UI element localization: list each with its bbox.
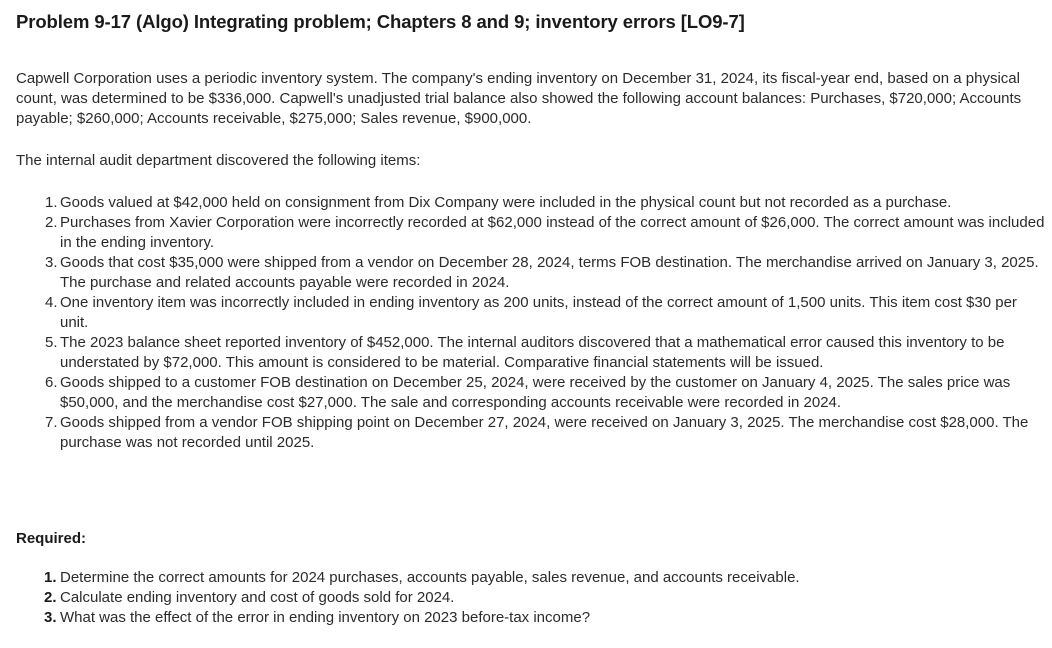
required-text: Calculate ending inventory and cost of goods sold for 2024. [60,589,455,606]
audit-item [15,333,1045,373]
item-text: Goods shipped from a vendor FOB shipping point on December 27, 2024, were received on January 3, 2025. The merchandise cost $28,000. The purchase was not recorded until 2025. [60,414,1029,451]
item-number: 4. [45,294,58,311]
required-number: 3. [44,609,57,626]
item-text: One inventory item was incorrectly included in ending inventory as 200 units, instead of the correct amount of 1,500 units. This item cost $30 per unit. [60,294,1017,331]
required-item [15,568,1045,588]
audit-item [15,413,1045,453]
item-number: 6. [45,374,58,391]
item-text: Goods shipped to a customer FOB destination on December 25, 2024, were received by the customer on January 4, 2025. The sales price was $50,000, and the merchandise cost $27,000. The sale and corresponding accounts receivable were recorded in 2024. [60,374,1011,411]
item-number: 1. [45,194,58,211]
item-text: Goods valued at $42,000 held on consignment from Dix Company were included in the physical count but not recorded as a purchase. [60,194,952,211]
required-text: Determine the correct amounts for 2024 purchases, accounts payable, sales revenue, and accounts receivable. [60,569,800,586]
audit-items-list [15,193,1045,453]
audit-item [15,193,1045,213]
required-item [15,588,1045,608]
required-number: 1. [44,569,57,586]
audit-intro: The internal audit department discovered the following items: [16,152,421,169]
item-number: 7. [45,414,58,431]
problem-intro: Capwell Corporation uses a periodic inventory system. The company's ending inventory on December 31, 2024, its fiscal-year end, based on a physical count, was determined to be $336,000. Capwell's unadjusted trial balance also showed the following account balances: Purchases, $720,000; Accounts payable; $260,000; Accounts receivable, $275,000; Sales revenue, $900,000. [16,70,1022,127]
audit-item [15,253,1045,293]
item-number: 3. [45,254,58,271]
required-number: 2. [44,589,57,606]
required-text: What was the effect of the error in ending inventory on 2023 before-tax income? [60,609,591,626]
item-text: The 2023 balance sheet reported inventory of $452,000. The internal auditors discovered that a mathematical error caused this inventory to be understated by $72,000. This amount is considered to be material. Comparative financial statements will be issued. [60,334,1005,371]
required-heading: Required: [16,530,87,547]
audit-item [15,213,1045,253]
required-list [15,568,1045,628]
item-number: 2. [45,214,58,231]
required-item [15,608,1045,628]
problem-title: Problem 9-17 (Algo) Integrating problem; Chapters 8 and 9; inventory errors [LO9-7] [16,11,745,32]
item-text: Purchases from Xavier Corporation were incorrectly recorded at $62,000 instead of the correct amount of $26,000. The correct amount was included in the ending inventory. [60,214,1045,251]
audit-item [15,293,1045,333]
audit-item [15,373,1045,413]
item-number: 5. [45,334,58,351]
item-text: Goods that cost $35,000 were shipped from a vendor on December 28, 2024, terms FOB destination. The merchandise arrived on January 3, 2025. The purchase and related accounts payable were recorded in 2024. [60,254,1039,291]
